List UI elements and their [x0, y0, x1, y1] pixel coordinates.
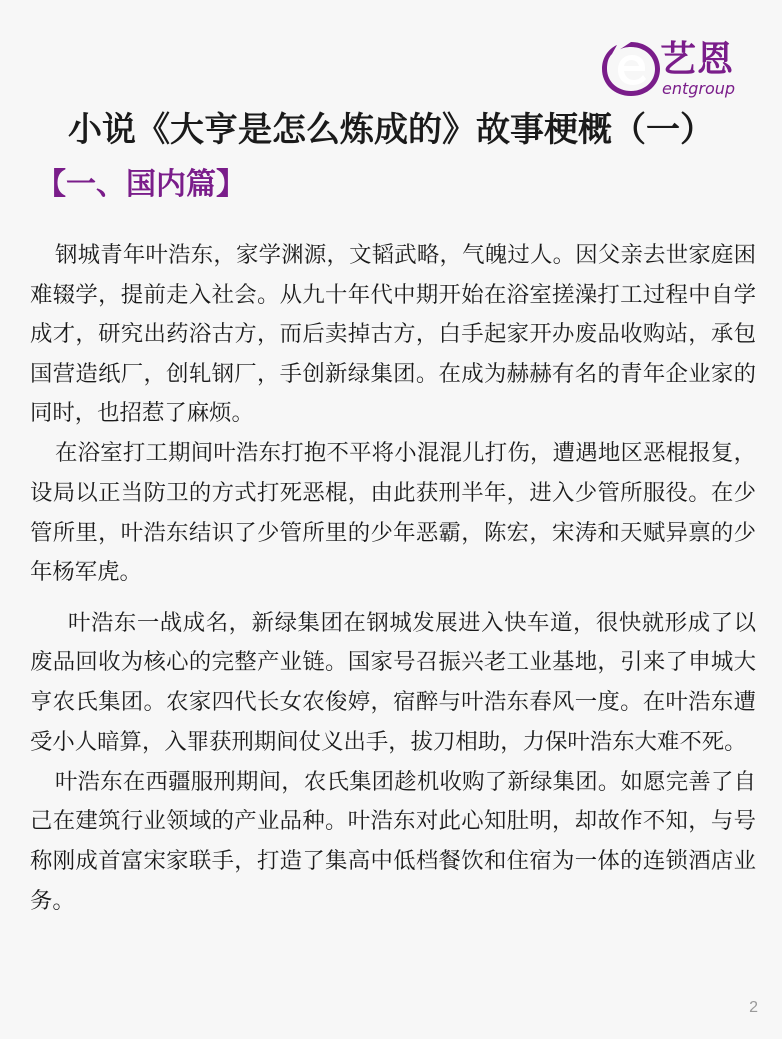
page-number: 2: [749, 999, 758, 1016]
e-logo-icon: [600, 40, 662, 98]
paragraph: 叶浩东在西疆服刑期间，农氏集团趁机收购了新绿集团。如愿完善了自己在建筑行业领域的产业品种。叶浩东对此心知肚明，却故作不知，与号称刚成首富宋家联手，打造了集高中低档餐饮和住宿为一体的连锁酒店业务。: [30, 768, 756, 914]
paragraph: 在浴室打工期间叶浩东打抱不平将小混混儿打伤，遭遇地区恶棍报复，设局以正当防卫的方式打死恶棍，由此获刑半年，进入少管所服役。在少管所里，叶浩东结识了少管所里的少年恶霸，陈宏，宋涛和天赋异禀的少年杨军虎。: [30, 440, 756, 586]
brand-logo: [600, 40, 760, 100]
brand-name-cn: 艺恩: [660, 39, 735, 80]
paragraph: 叶浩东一战成名，新绿集团在钢城发展进入快车道，很快就形成了以废品回收为核心的完整产业链。国家号召振兴老工业基地，引来了申城大亨农氏集团。农家四代长女农俊婷，宿醉与叶浩东春风一度。在叶浩东遭受小人暗算，入罪获刑期间仗义出手，拔刀相助，力保叶浩东大难不死。: [30, 609, 756, 755]
page-title: 小说《大亨是怎么炼成的》故事梗概（一）: [68, 110, 714, 150]
section-heading: 【一、国内篇】: [36, 167, 246, 202]
brand-name-en: entgroup: [662, 79, 736, 98]
paragraph: 钢城青年叶浩东，家学渊源，文韬武略，气魄过人。因父亲去世家庭困难辍学，提前走入社会。从九十年代中期开始在浴室搓澡打工过程中自学成才，研究出药浴古方，而后卖掉古方，白手起家开办废品收购站，承包国营造纸厂，创轧钢厂，手创新绿集团。在成为赫赫有名的青年企业家的同时，也招惹了麻烦。: [30, 242, 756, 427]
body-text: [30, 236, 756, 922]
